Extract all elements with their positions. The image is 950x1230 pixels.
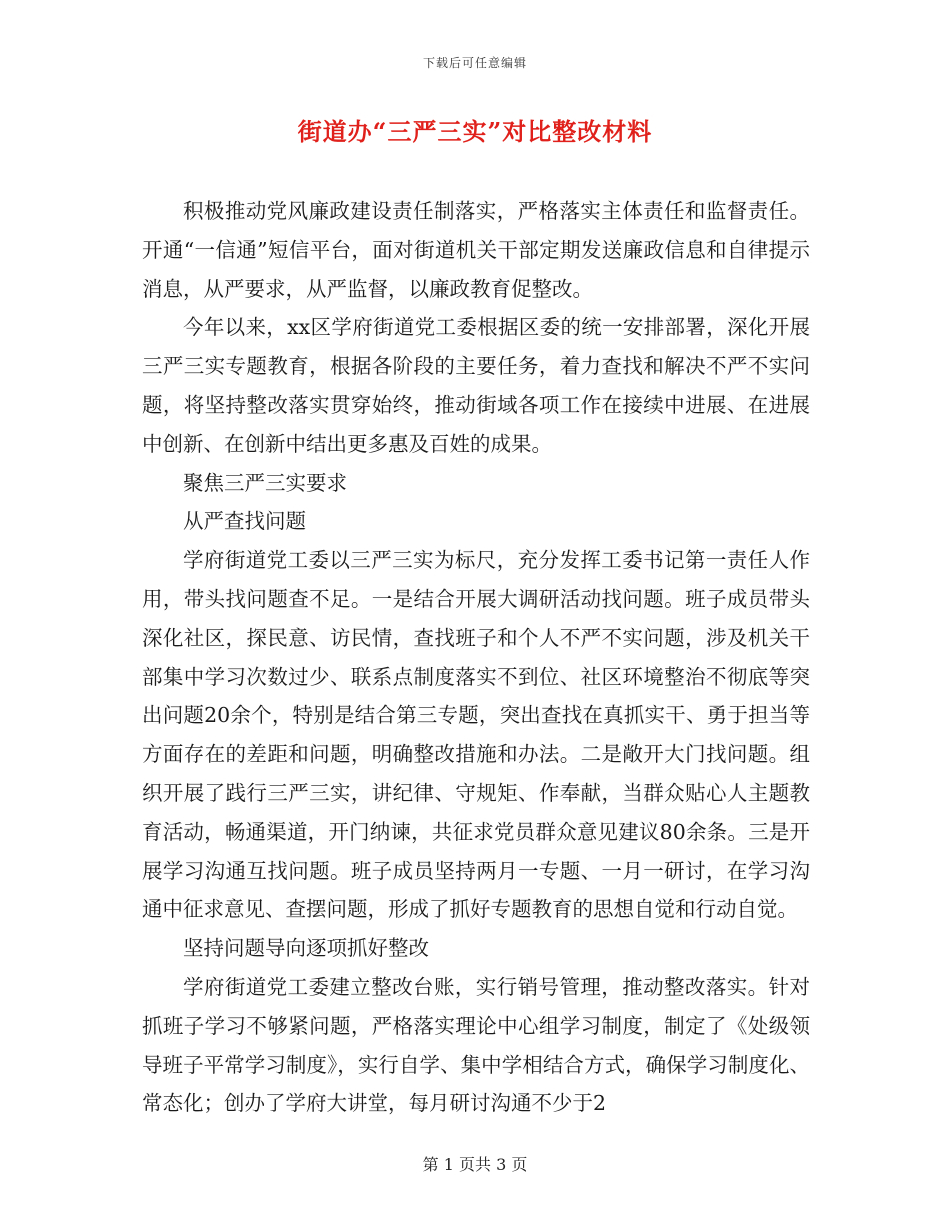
paragraph: 积极推动党风廉政建设责任制落实，严格落实主体责任和监督责任。开通“一信通”短信平台，面对街道机关干部定期发送廉政信息和自律提示消息，从严要求，从严监督，以廉政教育促整改。 (142, 199, 810, 301)
document-body (142, 192, 810, 1123)
paragraph: 学府街道党工委以三严三实为标尺，充分发挥工委书记第一责任人作用，带头找问题查不足。一是结合开展大调研活动找问题。班子成员带头深化社区，探民意、访民情，查找班子和个人不严不实问题，涉及机关干部集中学习次数过少、联系点制度落实不到位、社区环境整治不彻底等突出问题20余个，特别是结合第三专题，突出查找在真抓实干、勇于担当等方面存在的差距和问题，明确整改措施和办法。二是敞开大门找问题。组织开展了践行三严三实，讲纪律、守规矩、作奉献，当群众贴心人主题教育活动，畅通渠道，开门纳谏，共征求党员群众意见建议80余条。三是开展学习沟通互找问题。班子成员坚持两月一专题、一月一研讨，在学习沟通中征求意见、查摆问题，形成了抓好专题教育的思想自觉和行动自觉。 (142, 548, 810, 922)
paragraph: 学府街道党工委建立整改台账，实行销号管理，推动整改落实。针对抓班子学习不够紧问题，严格落实理论中心组学习制度，制定了《处级领导班子平常学习制度》，实行自学、集中学相结合方式，确保学习制度化、常态化；创办了学府大讲堂，每月研讨沟通不少于2 (142, 974, 810, 1116)
section-heading: 聚焦三严三实要求 (183, 470, 347, 495)
header-note: 下载后可任意编辑 (422, 56, 527, 70)
paragraph: 今年以来，xx区学府街道党工委根据区委的统一安排部署，深化开展三严三实专题教育，根据各阶段的主要任务，着力查找和解决不严不实问题，将坚持整改落实贯穿始终，推动街域各项工作在接续中进展、在进展中创新、在创新中结出更多惠及百姓的成果。 (142, 315, 810, 456)
section-heading: 从严查找问题 (183, 509, 306, 534)
page-number: 第 1 页共 3 页 (422, 1155, 528, 1174)
section-heading: 坚持问题导向逐项抓好整改 (183, 936, 429, 961)
document-title: 街道办“三严三实”对比整改材料 (297, 117, 653, 146)
